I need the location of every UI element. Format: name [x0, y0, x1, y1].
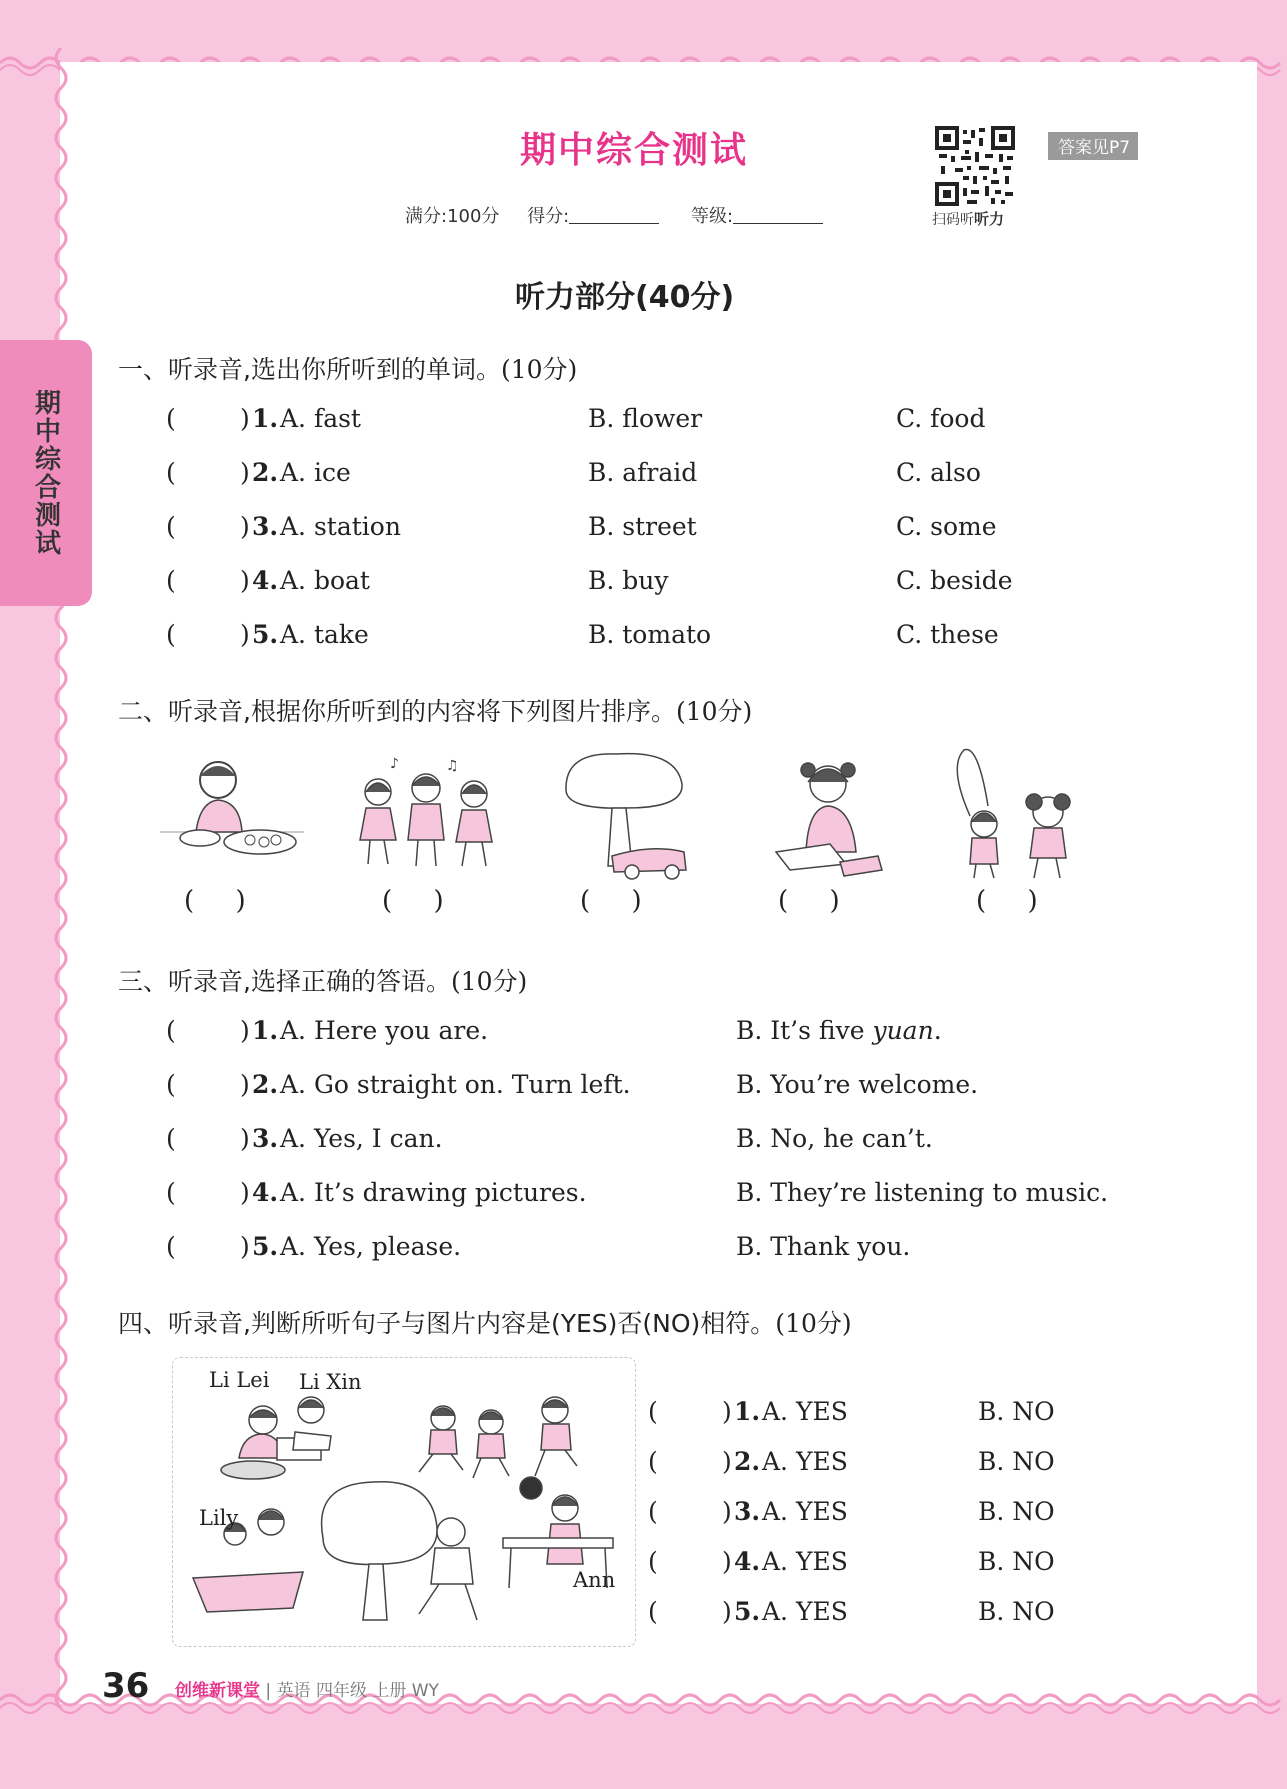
footer-series	[175, 1676, 439, 1701]
grade-label: 等级:	[690, 206, 734, 227]
answer-paren-right: )	[240, 1070, 250, 1099]
answer-paren-left[interactable]: (	[166, 1070, 176, 1099]
label-ann: Ann	[573, 1568, 616, 1592]
answer-paren-left[interactable]: (	[166, 512, 176, 541]
section2-heading-text: 二、听录音,根据你所听到的内容将下列图片排序。	[118, 697, 676, 726]
park-scene-picture	[172, 1357, 636, 1647]
question-number: 2.	[734, 1447, 761, 1476]
option-a-text: A. YES	[762, 1597, 848, 1626]
question-number: 5.	[734, 1597, 761, 1626]
option-b	[978, 1547, 1055, 1576]
answer-paren-left[interactable]: (	[166, 1016, 176, 1045]
section3-heading	[118, 962, 527, 998]
qr-code-icon	[935, 126, 1015, 206]
option-a	[762, 1547, 848, 1576]
question-number: 5.	[252, 1232, 279, 1261]
answer-paren-left[interactable]: (	[166, 458, 176, 487]
option-b-text: B. NO	[978, 1397, 1055, 1426]
option-b	[978, 1397, 1055, 1426]
option-a-text: A. station	[280, 512, 401, 541]
option-b-text: B. afraid	[588, 458, 698, 487]
section2-heading	[118, 692, 752, 728]
option-c	[896, 512, 997, 541]
answer-paren-left[interactable]: (	[648, 1397, 658, 1426]
qr-caption	[932, 208, 1004, 229]
picture-answer-paren-4[interactable]: ( )	[778, 886, 840, 916]
question-number: 2.	[252, 458, 279, 487]
option-a	[762, 1397, 848, 1426]
option-c-text: C. these	[896, 620, 999, 649]
option-a	[280, 404, 361, 433]
option-b-text: B. buy	[588, 566, 669, 595]
answer-paren-right: )	[240, 512, 250, 541]
answer-paren-left[interactable]: (	[166, 1232, 176, 1261]
option-a-text: A. Yes, please.	[280, 1232, 462, 1261]
option-b	[736, 1016, 942, 1045]
answer-paren-right: )	[240, 566, 250, 595]
answer-paren-right: )	[240, 620, 250, 649]
option-a-text: A. ice	[280, 458, 351, 487]
answer-paren-right: )	[722, 1497, 732, 1526]
option-a-text: A. It’s drawing pictures.	[280, 1178, 587, 1207]
question-number: 3.	[252, 1124, 279, 1153]
section1-heading	[118, 350, 577, 386]
question-number: 3.	[734, 1497, 761, 1526]
option-b	[588, 566, 669, 595]
option-a-text: A. YES	[762, 1497, 848, 1526]
answer-paren-right: )	[240, 458, 250, 487]
option-a	[762, 1497, 848, 1526]
option-a-text: A. Yes, I can.	[280, 1124, 443, 1153]
option-b-text: B. NO	[978, 1547, 1055, 1576]
question-number: 4.	[734, 1547, 761, 1576]
option-a	[280, 1232, 461, 1261]
option-b	[736, 1070, 978, 1099]
answer-paren-right: )	[722, 1397, 732, 1426]
option-c-text: C. some	[896, 512, 997, 541]
question-number: 4.	[252, 566, 279, 595]
answer-paren-left[interactable]: (	[166, 620, 176, 649]
option-c	[896, 620, 999, 649]
answer-paren-left[interactable]: (	[166, 404, 176, 433]
option-b	[588, 620, 711, 649]
option-c-text: C. beside	[896, 566, 1013, 595]
picture-children-dancing	[350, 752, 502, 882]
section3-heading-text: 三、听录音,选择正确的答语。	[118, 967, 451, 996]
option-c-text: C. food	[896, 404, 986, 433]
answer-paren-left[interactable]: (	[166, 566, 176, 595]
option-a	[280, 1070, 631, 1099]
qr-caption-bold: 听力	[974, 210, 1005, 228]
option-b	[978, 1447, 1055, 1476]
svg-text:♪: ♪	[390, 756, 399, 772]
answer-paren-left[interactable]: (	[166, 1124, 176, 1153]
option-a	[762, 1597, 848, 1626]
answer-paren-right: )	[722, 1447, 732, 1476]
option-a	[280, 512, 401, 541]
answer-paren-right: )	[240, 1124, 250, 1153]
option-b-italic: yuan	[872, 1016, 934, 1045]
option-b-text: B. street	[588, 512, 697, 541]
answer-paren-right: )	[240, 404, 250, 433]
option-a-text: A. boat	[280, 566, 370, 595]
side-tab	[0, 340, 92, 606]
answer-paren-left[interactable]: (	[166, 1178, 176, 1207]
answer-paren-left[interactable]: (	[648, 1597, 658, 1626]
option-a-text: A. fast	[280, 404, 361, 433]
option-b-text: B. flower	[588, 404, 703, 433]
side-tab-label: 期中综合测试	[30, 389, 61, 557]
option-b-text: B. NO	[978, 1597, 1055, 1626]
option-c	[896, 566, 1013, 595]
full-marks: 满分:100分	[405, 206, 500, 227]
picture-answer-paren-3[interactable]: ( )	[580, 886, 642, 916]
option-c	[896, 458, 981, 487]
section1-heading-text: 一、听录音,选出你所听到的单词。	[118, 355, 501, 384]
option-b-text: B. No, he can’t.	[736, 1124, 933, 1153]
option-b-text: B. NO	[978, 1447, 1055, 1476]
answer-reference-badge: 答案见P7	[1048, 132, 1138, 160]
option-b-text: B. tomato	[588, 620, 712, 649]
answer-paren-right: )	[240, 1232, 250, 1261]
answer-paren-right: )	[240, 1016, 250, 1045]
option-a-text: A. YES	[762, 1447, 848, 1476]
answer-paren-left[interactable]: (	[648, 1447, 658, 1476]
park-scene-sketch	[173, 1358, 637, 1648]
option-b	[978, 1597, 1055, 1626]
qr-caption-text: 扫码听	[932, 212, 974, 228]
listening-part-title: 听力部分(40分)	[515, 280, 735, 315]
picture-boy-eating	[160, 752, 304, 882]
answer-paren-right: )	[722, 1597, 732, 1626]
page-title: 期中综合测试	[520, 130, 749, 171]
option-a-text: A. take	[280, 620, 369, 649]
answer-paren-left[interactable]: (	[648, 1547, 658, 1576]
section2-points: (10分)	[675, 697, 753, 726]
left-wave-border	[46, 48, 76, 1720]
option-a-text: A. YES	[762, 1397, 848, 1426]
page-number: 36	[102, 1666, 150, 1706]
picture-tree-and-car	[556, 748, 692, 882]
option-b-end: .	[933, 1016, 942, 1045]
answer-paren-right: )	[240, 1178, 250, 1207]
question-number: 1.	[734, 1397, 761, 1426]
section4-heading	[118, 1304, 852, 1340]
picture-answer-paren-2[interactable]: ( )	[382, 886, 444, 916]
option-b	[978, 1497, 1055, 1526]
section4-heading-text: 四、听录音,判断所听句子与图片内容是(YES)否(NO)相符。	[118, 1309, 776, 1338]
score-label: 得分:	[527, 206, 570, 227]
question-number: 1.	[252, 1016, 279, 1045]
option-b-text: B. Thank you.	[736, 1232, 911, 1261]
score-blank[interactable]	[569, 223, 659, 224]
footer-info: | 英语 四年级 上册 WY	[265, 1681, 439, 1701]
option-a-text: A. YES	[762, 1547, 848, 1576]
option-b-text: B. It’s five	[736, 1016, 873, 1045]
section3-points: (10分)	[450, 967, 528, 996]
answer-paren-left[interactable]: (	[648, 1497, 658, 1526]
question-number: 4.	[252, 1178, 279, 1207]
question-number: 1.	[252, 404, 279, 433]
label-li-xin: Li Xin	[299, 1370, 362, 1394]
option-a	[762, 1447, 848, 1476]
picture-girl-drawing	[770, 752, 886, 882]
option-a	[280, 1016, 488, 1045]
question-number: 2.	[252, 1070, 279, 1099]
option-a	[280, 1178, 587, 1207]
option-b-text: B. You’re welcome.	[736, 1070, 979, 1099]
option-b	[736, 1124, 933, 1153]
option-b-text: B. NO	[978, 1497, 1055, 1526]
option-c	[896, 404, 986, 433]
grade-blank[interactable]	[733, 223, 823, 224]
label-li-lei: Li Lei	[209, 1368, 270, 1392]
option-b	[736, 1232, 910, 1261]
question-number: 3.	[252, 512, 279, 541]
section4-points: (10分)	[775, 1309, 852, 1338]
picture-answer-paren-5[interactable]: ( )	[976, 886, 1038, 916]
option-a-text: A. Here you are.	[280, 1016, 489, 1045]
section1-points: (10分)	[500, 355, 578, 384]
option-a-text: A. Go straight on. Turn left.	[280, 1070, 631, 1099]
option-a	[280, 1124, 443, 1153]
answer-paren-right: )	[722, 1547, 732, 1576]
label-lily: Lily	[199, 1506, 239, 1530]
option-b-text: B. They’re listening to music.	[736, 1178, 1109, 1207]
svg-text:♫: ♫	[446, 758, 459, 774]
option-b	[588, 458, 697, 487]
question-number: 5.	[252, 620, 279, 649]
picture-answer-paren-1[interactable]: ( )	[184, 886, 246, 916]
option-a	[280, 566, 370, 595]
option-b	[588, 512, 697, 541]
picture-girls-jumping-rope	[948, 746, 1092, 882]
score-line	[405, 202, 849, 228]
option-a	[280, 620, 369, 649]
option-b	[736, 1178, 1108, 1207]
option-a	[280, 458, 351, 487]
footer-brand: 创维新课堂	[175, 1681, 260, 1701]
option-c-text: C. also	[896, 458, 981, 487]
option-b	[588, 404, 702, 433]
